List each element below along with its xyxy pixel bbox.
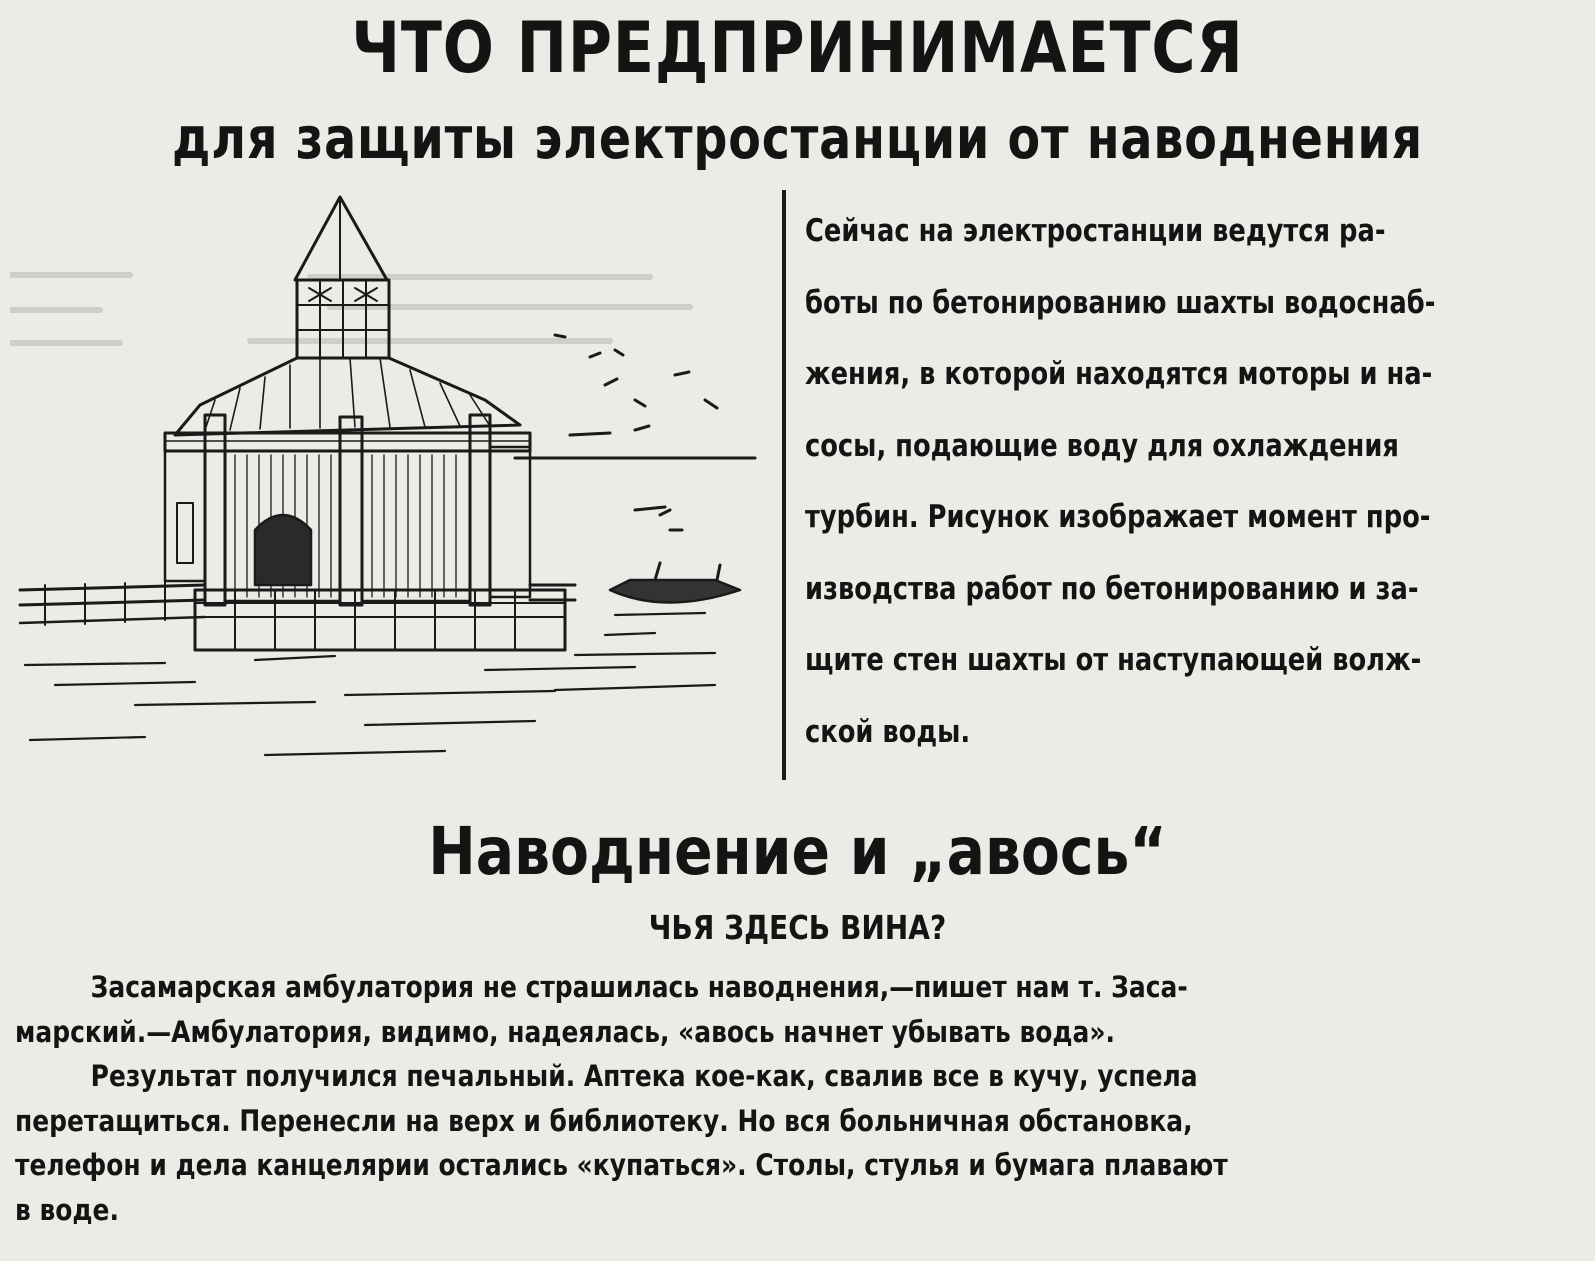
- body-line: Засамарская амбулатория не страшилась наводнения,—пишет нам т. Заса-: [90, 970, 1188, 1004]
- body-line: телефон и дела канцелярии остались «купаться». Столы, стулья и бумага плавают: [15, 1148, 1228, 1182]
- article-subtitle: ЧЬЯ ЗДЕСЬ ВИНА?: [648, 908, 947, 947]
- article-title: Наводнение и „авось“: [428, 813, 1167, 890]
- caption-line: щите стен шахты от наступающей волж-: [805, 642, 1422, 678]
- body-line: Результат получился печальный. Аптека кое-как, свалив все в кучу, успела: [90, 1059, 1198, 1093]
- caption-line: ской воды.: [805, 713, 971, 750]
- subheadline: для защиты электростанции от наводнения: [172, 104, 1423, 172]
- caption-line: изводства работ по бетонированию и за-: [805, 570, 1419, 607]
- illustration-caption: [805, 196, 1585, 768]
- column-rule: [782, 190, 786, 780]
- body-line: марский.—Амбулатория, видимо, надеялась, «авось начнет убывать вода».: [15, 1014, 1115, 1049]
- body-line: в воде.: [15, 1192, 119, 1227]
- headline: ЧТО ПРЕДПРИНИМАЕТСЯ: [351, 7, 1244, 89]
- pump-house-illustration: [15, 185, 765, 775]
- article-body: [15, 965, 1580, 1232]
- caption-line: Сейчас на электростанции ведутся ра-: [805, 213, 1386, 249]
- caption-line: турбин. Рисунок изображает момент про-: [805, 499, 1431, 535]
- caption-line: жения, в которой находятся моторы и на-: [805, 356, 1433, 392]
- body-line: перетащиться. Перенесли на верх и библиотеку. Но вся больничная обстановка,: [15, 1103, 1193, 1138]
- caption-line: боты по бетонированию шахты водоснаб-: [805, 284, 1436, 321]
- caption-line: сосы, подающие воду для охлаждения: [805, 427, 1399, 464]
